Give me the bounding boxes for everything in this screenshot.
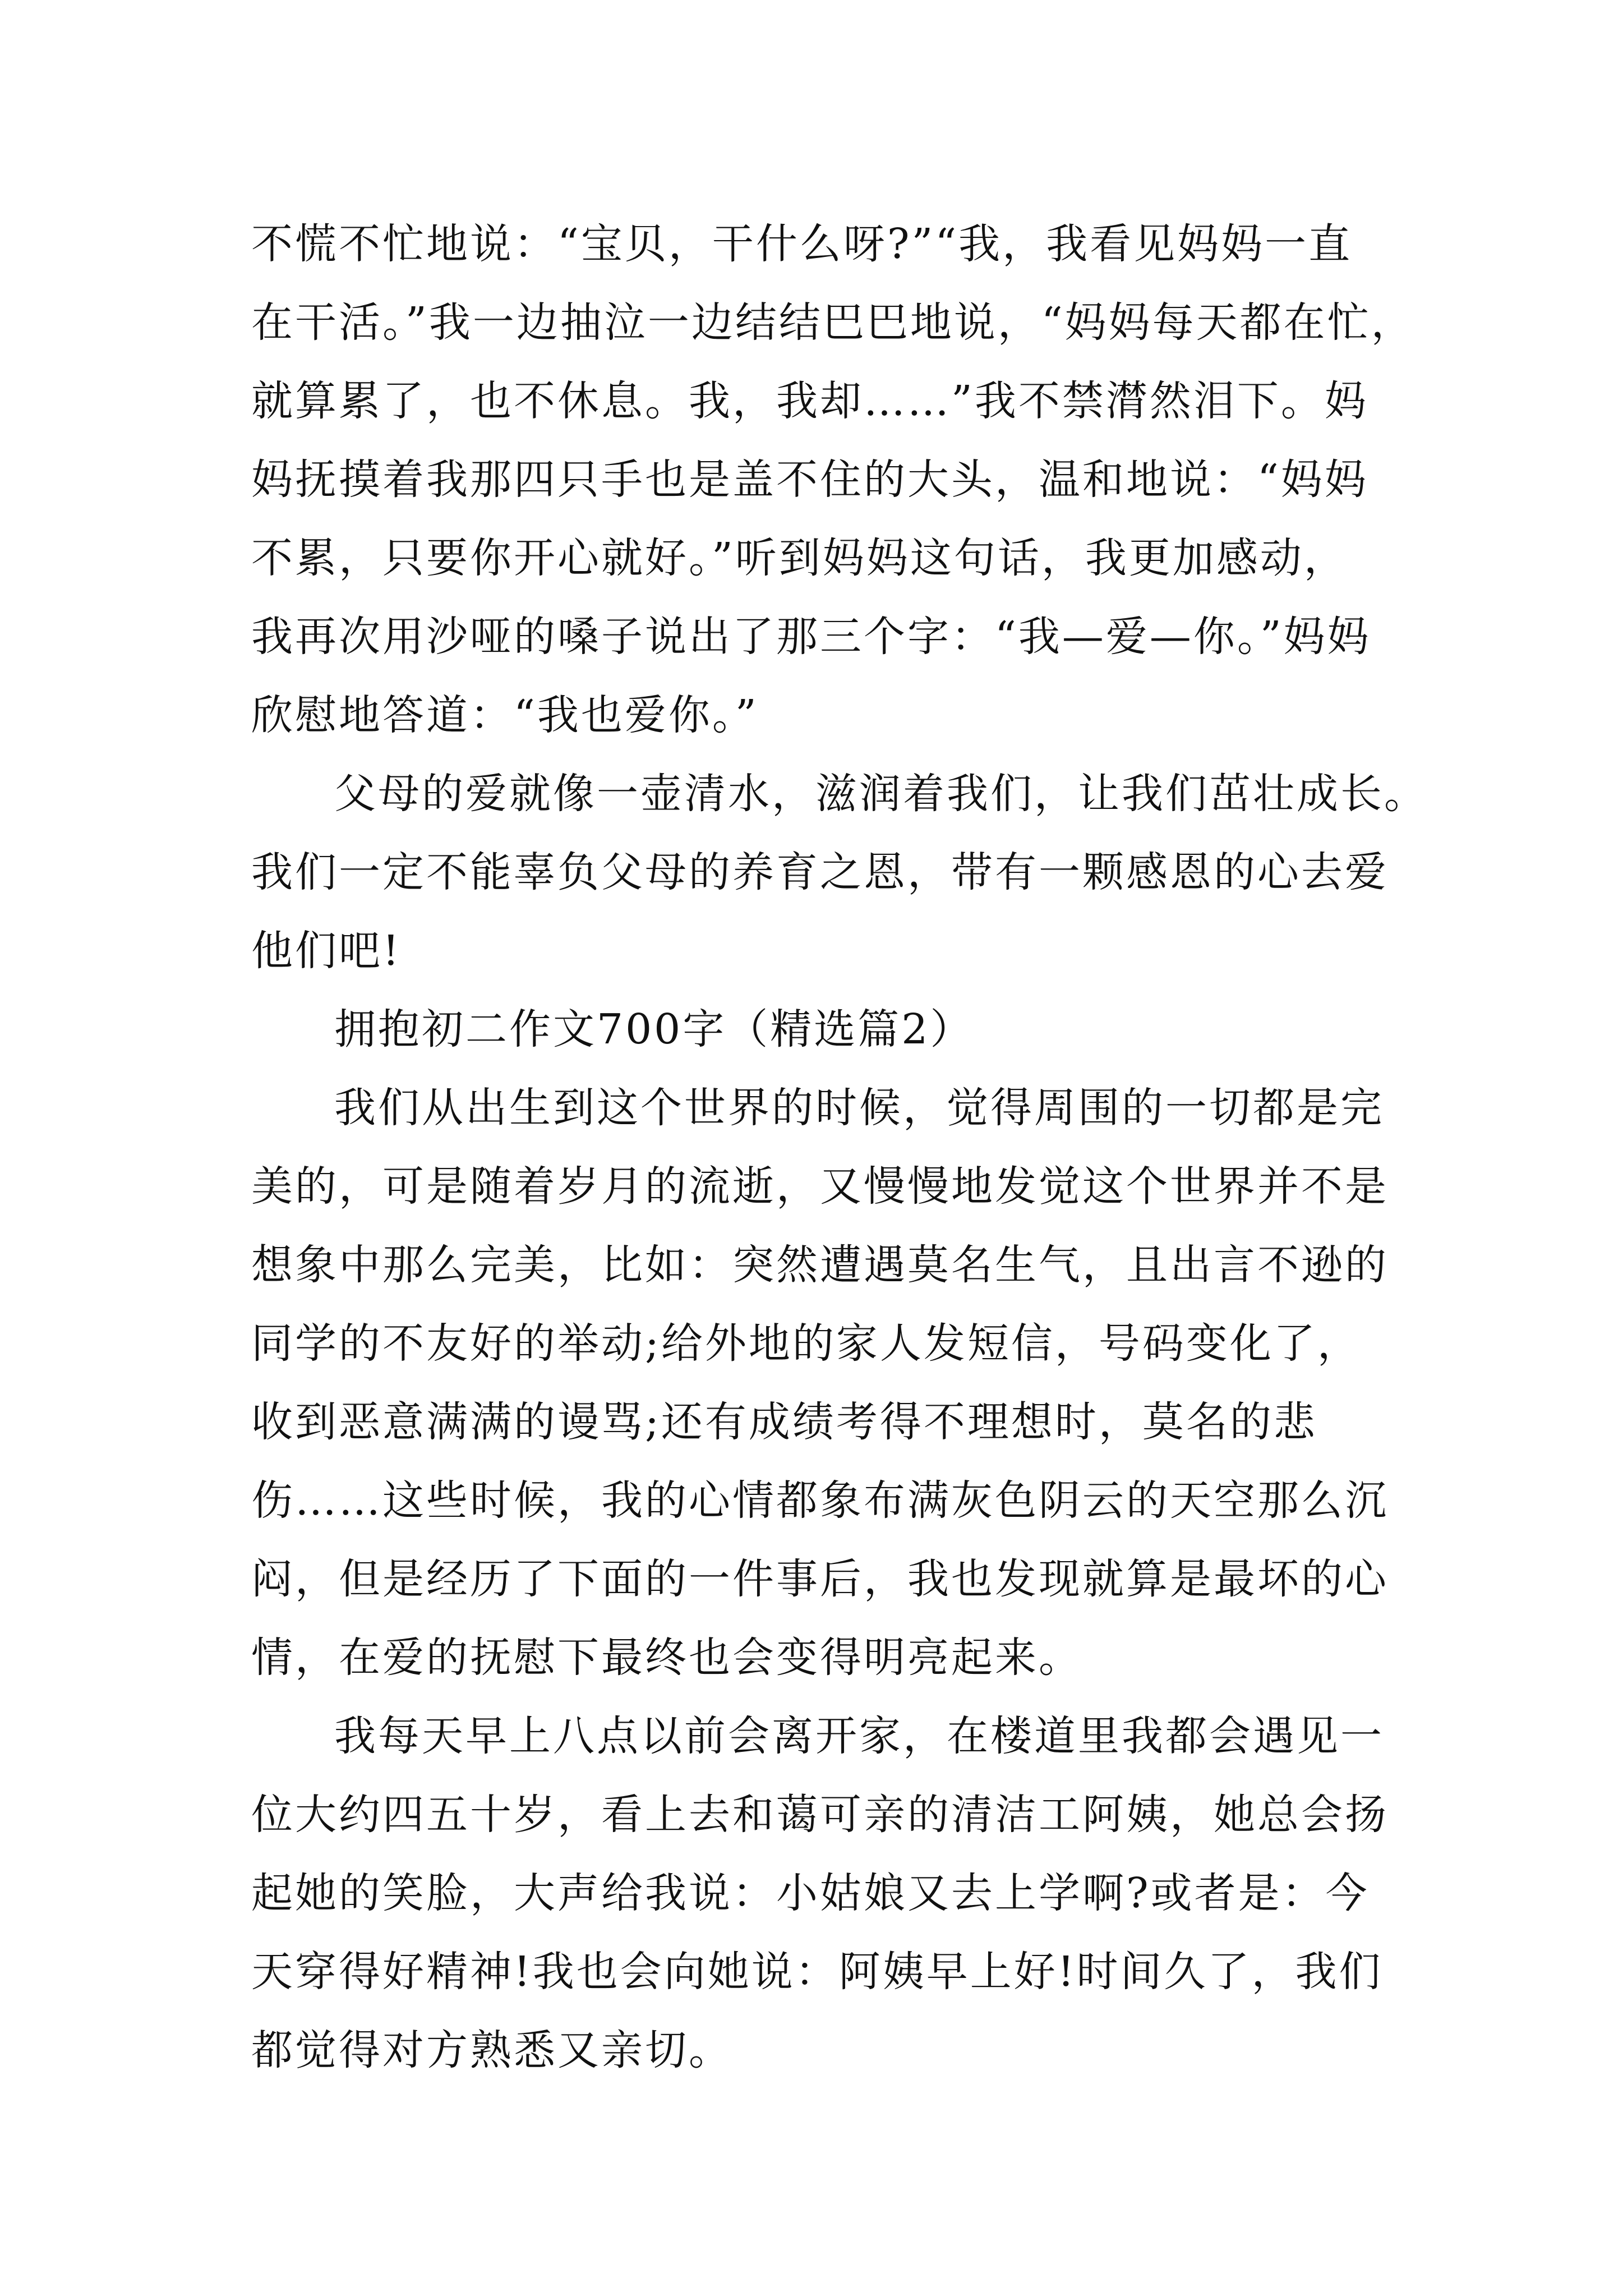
text-line: 我们一定不能辜负父母的养育之恩，带有一颗感恩的心去爱 [251,848,1389,896]
text-line: 欣慰地答道：“我也爱你。” [251,691,759,739]
text-line: 我再次用沙哑的嗓子说出了那三个字：“我—爱—你。”妈妈 [251,613,1371,661]
text-line: 不慌不忙地说：“宝贝，干什么呀?”“我，我看见妈妈一直 [251,220,1353,268]
text-line: 他们吧! [251,927,402,975]
text-line: 伤……这些时候，我的心情都象布满灰色阴云的天空那么沉 [251,1476,1389,1525]
paragraph-first-line: 我每天早上八点以前会离开家，在楼道里我都会遇见一 [334,1712,1384,1760]
text-line: 同学的不友好的举动;给外地的家人发短信，号码变化了， [251,1319,1361,1368]
text-line: 闷，但是经历了下面的一件事后，我也发现就算是最坏的心 [251,1555,1389,1603]
paragraph-first-line: 父母的爱就像一壶清水，滋润着我们，让我们茁壮成长。 [334,770,1428,818]
text-line: 不累，只要你开心就好。”听到妈妈这句话，我更加感动， [251,534,1348,582]
text-line: 都觉得对方熟悉又亲切。 [251,2026,732,2074]
text-line: 起她的笑脸，大声给我说：小姑娘又去上学啊?或者是：今 [251,1869,1370,1917]
text-line: 天穿得好精神!我也会向她说：阿姨早上好!时间久了，我们 [251,1948,1383,1996]
text-line: 美的，可是随着岁月的流逝，又慢慢地发觉这个世界并不是 [251,1162,1389,1211]
text-line: 在干活。”我一边抽泣一边结结巴巴地说，“妈妈每天都在忙， [251,298,1415,347]
text-line: 情，在爱的抚慰下最终也会变得明亮起来。 [251,1634,1082,1682]
paragraph-first-line: 我们从出生到这个世界的时候，觉得周围的一切都是完 [334,1084,1384,1132]
section-heading: 拥抱初二作文700字（精选篇2） [334,1005,974,1053]
text-line: 收到恶意满满的谩骂;还有成绩考得不理想时，莫名的悲 [251,1398,1317,1446]
text-line: 想象中那么完美，比如：突然遭遇莫名生气，且出言不逊的 [251,1241,1389,1289]
text-line: 就算累了，也不休息。我，我却……”我不禁潸然泪下。妈 [251,377,1368,425]
text-line: 位大约四五十岁，看上去和蔼可亲的清洁工阿姨，她总会扬 [251,1791,1389,1839]
text-line: 妈抚摸着我那四只手也是盖不住的大头，温和地说：“妈妈 [251,455,1368,504]
